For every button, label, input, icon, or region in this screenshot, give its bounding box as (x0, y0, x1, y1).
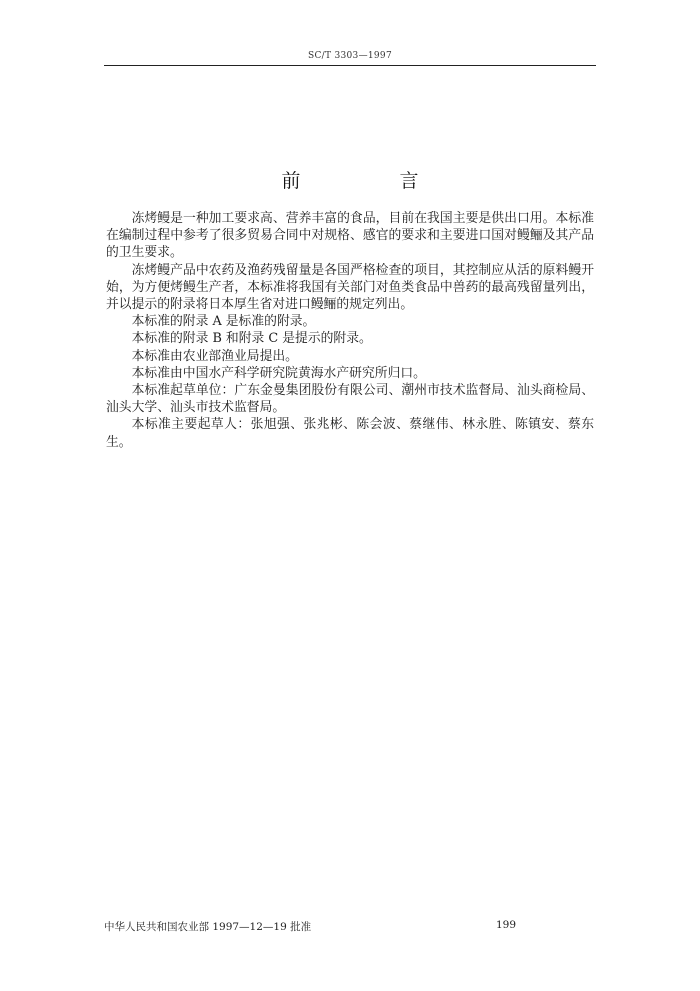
approval-note: 中华人民共和国农业部 1997—12—19 批准 (104, 921, 312, 933)
page-title: 前 言 (281, 170, 459, 192)
standard-code: SC/T 3303—1997 (308, 51, 392, 61)
paragraph-appendix-bc: 本标准的附录 B 和附录 C 是提示的附录。 (131, 331, 372, 347)
page-number: 199 (496, 919, 517, 931)
foreword-body (106, 210, 594, 451)
paragraph-residue: 冻烤鳗产品中农药及渔药残留量是各国严格检查的项目，其控制应从活的原料鳗开始，为方便烤鳗生产者，本标准将我国有关部门对鱼类食品中兽药的最高残留量列出，并以提示的附录将日本厚生省对进口鳗鲡的规定列出。 (106, 262, 594, 313)
paragraph-intro: 冻烤鳗是一种加工要求高、营养丰富的食品，目前在我国主要是供出口用。本标准在编制过程中参考了很多贸易合同中对规格、感官的要求和主要进口国对鳗鲡及其产品的卫生要求。 (106, 211, 594, 261)
header-rule (104, 65, 596, 66)
paragraph-proposer: 本标准由农业部渔业局提出。 (131, 348, 298, 364)
paragraph-appendix-a: 本标准的附录 A 是标准的附录。 (131, 314, 316, 330)
paragraph-drafters: 本标准主要起草人：张旭强、张兆彬、陈会波、蔡继伟、林永胜、陈镇安、蔡东生。 (106, 417, 594, 450)
paragraph-drafting-units: 本标准起草单位：广东金曼集团股份有限公司、潮州市技术监督局、汕头商检局、汕头大学、汕头市技术监督局。 (106, 383, 594, 416)
paragraph-centralizer: 本标准由中国水产科学研究院黄海水产研究所归口。 (131, 365, 426, 381)
